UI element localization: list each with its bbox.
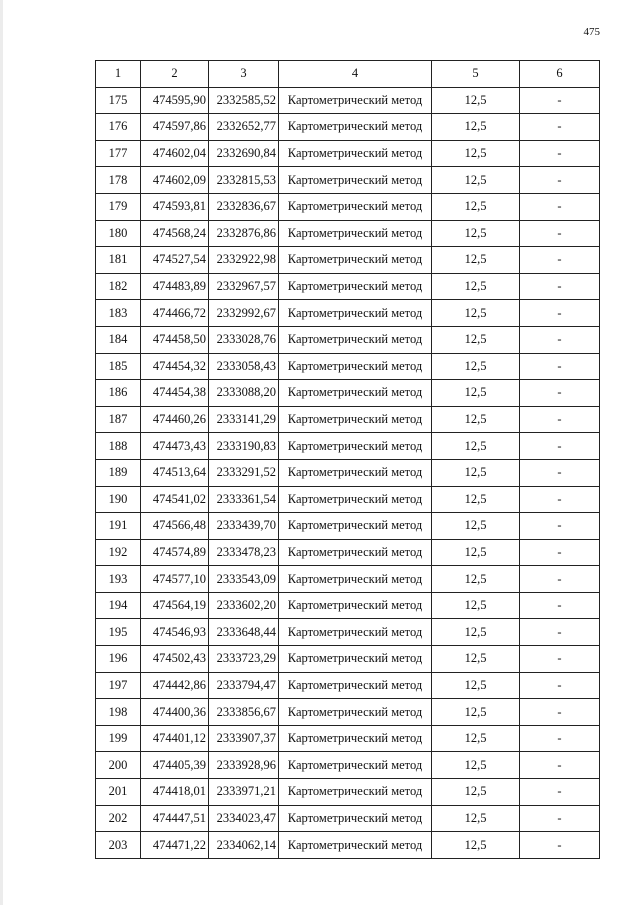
note-cell: - — [520, 699, 600, 726]
table-header-row — [96, 61, 600, 88]
note-cell: - — [520, 672, 600, 699]
table-row — [96, 699, 600, 726]
table-row — [96, 300, 600, 327]
x-coordinate-cell: 474546,93 — [141, 619, 209, 646]
point-number-cell: 199 — [96, 725, 141, 752]
note-cell: - — [520, 353, 600, 380]
point-number-cell: 185 — [96, 353, 141, 380]
y-coordinate-cell: 2333141,29 — [209, 406, 279, 433]
method-cell: Картометрический метод — [279, 247, 432, 274]
accuracy-cell: 12,5 — [432, 167, 520, 194]
y-coordinate-cell: 2333058,43 — [209, 353, 279, 380]
note-cell: - — [520, 566, 600, 593]
table-row — [96, 380, 600, 407]
accuracy-cell: 12,5 — [432, 459, 520, 486]
x-coordinate-cell: 474454,38 — [141, 380, 209, 407]
method-cell: Картометрический метод — [279, 433, 432, 460]
y-coordinate-cell: 2332992,67 — [209, 300, 279, 327]
accuracy-cell: 12,5 — [432, 725, 520, 752]
point-number-cell: 191 — [96, 513, 141, 540]
x-coordinate-cell: 474405,39 — [141, 752, 209, 779]
note-cell: - — [520, 87, 600, 114]
x-coordinate-cell: 474442,86 — [141, 672, 209, 699]
method-cell: Картометрический метод — [279, 725, 432, 752]
table-row — [96, 646, 600, 673]
table-row — [96, 406, 600, 433]
y-coordinate-cell: 2332815,53 — [209, 167, 279, 194]
method-cell: Картометрический метод — [279, 193, 432, 220]
y-coordinate-cell: 2333361,54 — [209, 486, 279, 513]
x-coordinate-cell: 474527,54 — [141, 247, 209, 274]
point-number-cell: 189 — [96, 459, 141, 486]
accuracy-cell: 12,5 — [432, 273, 520, 300]
x-coordinate-cell: 474418,01 — [141, 779, 209, 806]
y-coordinate-cell: 2332967,57 — [209, 273, 279, 300]
x-coordinate-cell: 474577,10 — [141, 566, 209, 593]
accuracy-cell: 12,5 — [432, 114, 520, 141]
table-row — [96, 167, 600, 194]
point-number-cell: 193 — [96, 566, 141, 593]
x-coordinate-cell: 474401,12 — [141, 725, 209, 752]
method-cell: Картометрический метод — [279, 779, 432, 806]
point-number-cell: 200 — [96, 752, 141, 779]
table-row — [96, 805, 600, 832]
accuracy-cell: 12,5 — [432, 326, 520, 353]
header-cell-5: 5 — [432, 61, 520, 88]
y-coordinate-cell: 2333478,23 — [209, 539, 279, 566]
x-coordinate-cell: 474400,36 — [141, 699, 209, 726]
x-coordinate-cell: 474454,32 — [141, 353, 209, 380]
point-number-cell: 201 — [96, 779, 141, 806]
table-row — [96, 326, 600, 353]
method-cell: Картометрический метод — [279, 539, 432, 566]
table-row — [96, 87, 600, 114]
note-cell: - — [520, 592, 600, 619]
method-cell: Картометрический метод — [279, 140, 432, 167]
method-cell: Картометрический метод — [279, 672, 432, 699]
note-cell: - — [520, 300, 600, 327]
x-coordinate-cell: 474483,89 — [141, 273, 209, 300]
accuracy-cell: 12,5 — [432, 566, 520, 593]
x-coordinate-cell: 474602,04 — [141, 140, 209, 167]
accuracy-cell: 12,5 — [432, 752, 520, 779]
accuracy-cell: 12,5 — [432, 486, 520, 513]
x-coordinate-cell: 474460,26 — [141, 406, 209, 433]
y-coordinate-cell: 2333723,29 — [209, 646, 279, 673]
table-row — [96, 353, 600, 380]
note-cell: - — [520, 459, 600, 486]
note-cell: - — [520, 779, 600, 806]
note-cell: - — [520, 326, 600, 353]
table-row — [96, 566, 600, 593]
point-number-cell: 192 — [96, 539, 141, 566]
point-number-cell: 180 — [96, 220, 141, 247]
x-coordinate-cell: 474466,72 — [141, 300, 209, 327]
note-cell: - — [520, 725, 600, 752]
point-number-cell: 177 — [96, 140, 141, 167]
y-coordinate-cell: 2333928,96 — [209, 752, 279, 779]
note-cell: - — [520, 406, 600, 433]
table-row — [96, 193, 600, 220]
point-number-cell: 176 — [96, 114, 141, 141]
note-cell: - — [520, 832, 600, 859]
accuracy-cell: 12,5 — [432, 140, 520, 167]
table-row — [96, 513, 600, 540]
point-number-cell: 198 — [96, 699, 141, 726]
accuracy-cell: 12,5 — [432, 699, 520, 726]
note-cell: - — [520, 619, 600, 646]
point-number-cell: 202 — [96, 805, 141, 832]
accuracy-cell: 12,5 — [432, 406, 520, 433]
table-row — [96, 114, 600, 141]
table-row — [96, 832, 600, 859]
accuracy-cell: 12,5 — [432, 353, 520, 380]
header-cell-6: 6 — [520, 61, 600, 88]
x-coordinate-cell: 474568,24 — [141, 220, 209, 247]
point-number-cell: 195 — [96, 619, 141, 646]
method-cell: Картометрический метод — [279, 619, 432, 646]
note-cell: - — [520, 433, 600, 460]
accuracy-cell: 12,5 — [432, 779, 520, 806]
method-cell: Картометрический метод — [279, 406, 432, 433]
y-coordinate-cell: 2333907,37 — [209, 725, 279, 752]
note-cell: - — [520, 220, 600, 247]
method-cell: Картометрический метод — [279, 87, 432, 114]
table-row — [96, 672, 600, 699]
x-coordinate-cell: 474471,22 — [141, 832, 209, 859]
method-cell: Картометрический метод — [279, 592, 432, 619]
method-cell: Картометрический метод — [279, 300, 432, 327]
method-cell: Картометрический метод — [279, 380, 432, 407]
y-coordinate-cell: 2333543,09 — [209, 566, 279, 593]
method-cell: Картометрический метод — [279, 752, 432, 779]
table-row — [96, 486, 600, 513]
x-coordinate-cell: 474566,48 — [141, 513, 209, 540]
x-coordinate-cell: 474574,89 — [141, 539, 209, 566]
point-number-cell: 187 — [96, 406, 141, 433]
point-number-cell: 179 — [96, 193, 141, 220]
table-row — [96, 539, 600, 566]
y-coordinate-cell: 2333028,76 — [209, 326, 279, 353]
x-coordinate-cell: 474564,19 — [141, 592, 209, 619]
method-cell: Картометрический метод — [279, 699, 432, 726]
point-number-cell: 183 — [96, 300, 141, 327]
point-number-cell: 178 — [96, 167, 141, 194]
point-number-cell: 203 — [96, 832, 141, 859]
y-coordinate-cell: 2333971,21 — [209, 779, 279, 806]
accuracy-cell: 12,5 — [432, 646, 520, 673]
x-coordinate-cell: 474593,81 — [141, 193, 209, 220]
x-coordinate-cell: 474447,51 — [141, 805, 209, 832]
y-coordinate-cell: 2332652,77 — [209, 114, 279, 141]
y-coordinate-cell: 2333856,67 — [209, 699, 279, 726]
y-coordinate-cell: 2333291,52 — [209, 459, 279, 486]
accuracy-cell: 12,5 — [432, 539, 520, 566]
accuracy-cell: 12,5 — [432, 220, 520, 247]
table-row — [96, 247, 600, 274]
point-number-cell: 186 — [96, 380, 141, 407]
x-coordinate-cell: 474602,09 — [141, 167, 209, 194]
accuracy-cell: 12,5 — [432, 672, 520, 699]
x-coordinate-cell: 474595,90 — [141, 87, 209, 114]
point-number-cell: 184 — [96, 326, 141, 353]
note-cell: - — [520, 193, 600, 220]
x-coordinate-cell: 474597,86 — [141, 114, 209, 141]
accuracy-cell: 12,5 — [432, 247, 520, 274]
y-coordinate-cell: 2333190,83 — [209, 433, 279, 460]
method-cell: Картометрический метод — [279, 513, 432, 540]
y-coordinate-cell: 2332836,67 — [209, 193, 279, 220]
y-coordinate-cell: 2333602,20 — [209, 592, 279, 619]
note-cell: - — [520, 273, 600, 300]
y-coordinate-cell: 2332876,86 — [209, 220, 279, 247]
point-number-cell: 188 — [96, 433, 141, 460]
header-cell-4: 4 — [279, 61, 432, 88]
scan-edge — [0, 0, 3, 905]
x-coordinate-cell: 474473,43 — [141, 433, 209, 460]
note-cell: - — [520, 752, 600, 779]
table-row — [96, 752, 600, 779]
accuracy-cell: 12,5 — [432, 433, 520, 460]
method-cell: Картометрический метод — [279, 566, 432, 593]
point-number-cell: 182 — [96, 273, 141, 300]
table-row — [96, 433, 600, 460]
accuracy-cell: 12,5 — [432, 87, 520, 114]
note-cell: - — [520, 513, 600, 540]
x-coordinate-cell: 474513,64 — [141, 459, 209, 486]
method-cell: Картометрический метод — [279, 459, 432, 486]
method-cell: Картометрический метод — [279, 353, 432, 380]
y-coordinate-cell: 2332585,52 — [209, 87, 279, 114]
y-coordinate-cell: 2333794,47 — [209, 672, 279, 699]
method-cell: Картометрический метод — [279, 167, 432, 194]
table-row — [96, 273, 600, 300]
note-cell: - — [520, 539, 600, 566]
table-row — [96, 725, 600, 752]
y-coordinate-cell: 2333088,20 — [209, 380, 279, 407]
note-cell: - — [520, 805, 600, 832]
y-coordinate-cell: 2333648,44 — [209, 619, 279, 646]
point-number-cell: 190 — [96, 486, 141, 513]
y-coordinate-cell: 2334023,47 — [209, 805, 279, 832]
method-cell: Картометрический метод — [279, 220, 432, 247]
accuracy-cell: 12,5 — [432, 592, 520, 619]
method-cell: Картометрический метод — [279, 646, 432, 673]
x-coordinate-cell: 474541,02 — [141, 486, 209, 513]
method-cell: Картометрический метод — [279, 805, 432, 832]
table-row — [96, 619, 600, 646]
method-cell: Картометрический метод — [279, 326, 432, 353]
accuracy-cell: 12,5 — [432, 193, 520, 220]
note-cell: - — [520, 247, 600, 274]
method-cell: Картометрический метод — [279, 486, 432, 513]
header-cell-2: 2 — [141, 61, 209, 88]
point-number-cell: 175 — [96, 87, 141, 114]
note-cell: - — [520, 486, 600, 513]
header-cell-1: 1 — [96, 61, 141, 88]
method-cell: Картометрический метод — [279, 832, 432, 859]
x-coordinate-cell: 474502,43 — [141, 646, 209, 673]
table-row — [96, 140, 600, 167]
note-cell: - — [520, 114, 600, 141]
point-number-cell: 196 — [96, 646, 141, 673]
note-cell: - — [520, 167, 600, 194]
accuracy-cell: 12,5 — [432, 380, 520, 407]
page-number: 475 — [583, 26, 600, 38]
point-number-cell: 194 — [96, 592, 141, 619]
accuracy-cell: 12,5 — [432, 832, 520, 859]
table-row — [96, 592, 600, 619]
accuracy-cell: 12,5 — [432, 619, 520, 646]
note-cell: - — [520, 380, 600, 407]
table-row — [96, 779, 600, 806]
method-cell: Картометрический метод — [279, 114, 432, 141]
point-number-cell: 181 — [96, 247, 141, 274]
y-coordinate-cell: 2333439,70 — [209, 513, 279, 540]
accuracy-cell: 12,5 — [432, 513, 520, 540]
accuracy-cell: 12,5 — [432, 300, 520, 327]
y-coordinate-cell: 2332690,84 — [209, 140, 279, 167]
table-row — [96, 459, 600, 486]
method-cell: Картометрический метод — [279, 273, 432, 300]
note-cell: - — [520, 646, 600, 673]
y-coordinate-cell: 2332922,98 — [209, 247, 279, 274]
table-body — [96, 61, 600, 859]
point-number-cell: 197 — [96, 672, 141, 699]
accuracy-cell: 12,5 — [432, 805, 520, 832]
coordinates-table — [95, 60, 600, 859]
note-cell: - — [520, 140, 600, 167]
y-coordinate-cell: 2334062,14 — [209, 832, 279, 859]
header-cell-3: 3 — [209, 61, 279, 88]
x-coordinate-cell: 474458,50 — [141, 326, 209, 353]
table-row — [96, 220, 600, 247]
